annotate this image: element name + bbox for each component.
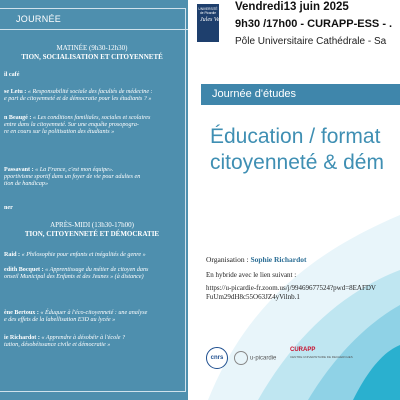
talk-title: « Apprentissage du métier de citoyen dans	[45, 267, 149, 273]
talk-title-cont: e des effets de la labellisation E3D au lycée »	[4, 317, 116, 324]
program-item	[4, 167, 184, 189]
organisation	[206, 255, 307, 264]
logo-script: Jules Verne	[200, 17, 228, 23]
cnrs-logo: cnrs	[206, 347, 228, 369]
program-item	[4, 115, 184, 137]
morning-theme: TION, SOCIALISATION ET CITOYENNETÉ	[21, 52, 163, 61]
event-type-band	[201, 84, 400, 105]
program-item	[4, 267, 184, 281]
speaker: edith Bocquet :	[4, 267, 44, 273]
talk-title: « Philosophie pour enfants et inégalités de genre »	[21, 252, 146, 258]
event-title	[210, 124, 384, 176]
speaker: ie Richardot :	[4, 335, 40, 341]
hybrid-note: En hybride avec le lien suivant :	[206, 271, 297, 279]
organisation-name: Sophie Richardot	[250, 255, 307, 264]
afternoon-session-header	[0, 221, 188, 238]
zoom-link-line[interactable]: https://u-picardie-fr.zoom.us/j/99469677524?pwd=8EAFDV	[206, 284, 376, 292]
coffee-break: il café	[4, 72, 20, 78]
talk-title-cont: tion de handicap»	[4, 181, 49, 188]
lunch-break: ner	[4, 205, 13, 211]
speaker: se Letu :	[4, 89, 27, 95]
speaker: Raid :	[4, 252, 21, 258]
talk-title-cont: tation, désobéissance civile et démocratie »	[4, 342, 111, 349]
curapp-subtitle: CENTRE UNIVERSITAIRE DE RECHERCHES	[290, 355, 353, 359]
talk-title: « Responsabilité sociale des facultés de médecine :	[27, 89, 153, 95]
curapp-logo: CURAPP	[290, 347, 316, 353]
title-line: Éducation / format	[210, 125, 381, 148]
upjv-label: u-picardie	[250, 355, 277, 362]
event-venue: Pôle Universitaire Cathédrale - Sa	[235, 36, 387, 47]
program-item	[4, 252, 184, 259]
logo-line: UNIVERSITÉ	[198, 7, 218, 11]
afternoon-theme: TION, CITOYENNETÉ ET DÉMOCRATIE	[24, 229, 160, 238]
event-date: Vendredi13 juin 2025	[235, 1, 349, 13]
program-item	[4, 335, 184, 349]
zoom-link-line[interactable]: FuUm29dH8c55O63JZ4yVilnb.1	[206, 293, 300, 301]
talk-title-cont: pportivisme sportif dans un foyer de vie pour adultes en	[4, 174, 141, 181]
event-type-label: Journée d'études	[212, 88, 297, 100]
talk-title: « Éduquer à l'éco-citoyenneté : une analyse	[40, 310, 148, 316]
afternoon-time: APRÈS-MIDI (13h30-17h00)	[50, 221, 134, 229]
program-panel	[0, 0, 188, 400]
talk-title-cont: e part de citoyenneté et de démocratie pour les étudiants ? »	[4, 96, 152, 103]
day-header: JOURNÉE	[16, 14, 62, 24]
speaker: ène Bertoux :	[4, 310, 39, 316]
organisation-label: Organisation :	[206, 255, 249, 264]
logo-line: de Picardie	[200, 11, 216, 15]
upjv-mark-icon	[234, 351, 248, 365]
program-item	[4, 89, 184, 103]
event-time: 9h30 /17h00 - CURAPP-ESS - .	[235, 18, 393, 30]
divider	[0, 29, 188, 30]
morning-session-header	[0, 44, 188, 61]
decorative-waves	[188, 0, 400, 400]
university-logo	[197, 4, 219, 42]
talk-title-cont: entre dans la citoyenneté. Sur une enquête prosopogra-	[4, 122, 139, 129]
upjv-logo	[234, 351, 276, 365]
talk-title-cont: onseil Municipal des Enfants et des Jeunes » (à distance)	[4, 274, 144, 281]
talk-title: « Les conditions familiales, sociales et scolaires	[32, 115, 151, 121]
morning-time: MATINÉE (9h30-12h30)	[56, 44, 128, 52]
speaker: Passavant :	[4, 167, 34, 173]
zoom-link[interactable]	[206, 284, 376, 302]
program-item	[4, 310, 184, 324]
speaker: n Beaugé :	[4, 115, 32, 121]
talk-title: « Apprendre à désobéir à l'école ?	[41, 335, 126, 341]
title-line: citoyenneté & dém	[210, 151, 384, 174]
talk-title-cont: re en cours sur la politisation des étudiants »	[4, 129, 115, 136]
talk-title: « La France, c'est mon équipe».	[35, 167, 114, 173]
poster-main	[188, 0, 400, 400]
